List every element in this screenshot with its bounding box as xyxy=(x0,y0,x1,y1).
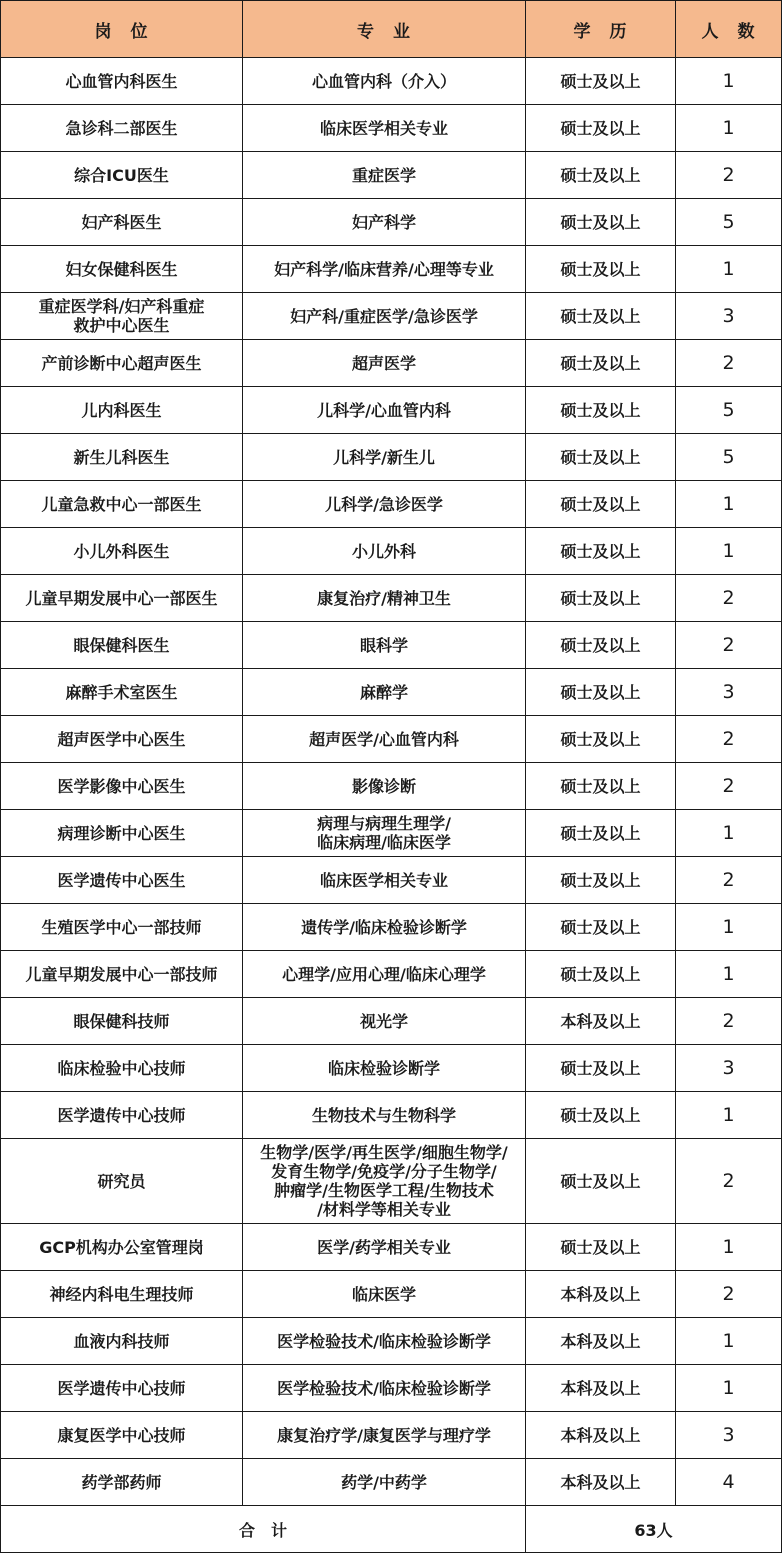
position-cell xyxy=(1,669,243,716)
table-row xyxy=(1,575,782,622)
degree-cell: 本科及以上 xyxy=(526,998,676,1045)
major-cell-line: 重症医学 xyxy=(351,165,416,185)
table-row xyxy=(1,1271,782,1318)
degree-cell: 硕士及以上 xyxy=(526,246,676,293)
position-cell xyxy=(1,246,243,293)
degree-cell: 本科及以上 xyxy=(526,1412,676,1459)
table-row xyxy=(1,105,782,152)
degree-cell: 本科及以上 xyxy=(526,1459,676,1506)
position-cell xyxy=(1,622,243,669)
count-cell: 1 xyxy=(676,246,782,293)
count-cell: 3 xyxy=(676,669,782,716)
count-cell: 1 xyxy=(676,1365,782,1412)
count-cell: 4 xyxy=(676,1459,782,1506)
count-cell: 2 xyxy=(676,763,782,810)
table-row xyxy=(1,152,782,199)
position-cell-line: 综合ICU医生 xyxy=(74,165,169,185)
table-row xyxy=(1,998,782,1045)
major-cell xyxy=(243,340,526,387)
degree-cell: 硕士及以上 xyxy=(526,293,676,340)
table-row xyxy=(1,1092,782,1139)
table-row xyxy=(1,481,782,528)
degree-cell: 硕士及以上 xyxy=(526,1224,676,1271)
position-cell xyxy=(1,1224,243,1271)
count-cell: 5 xyxy=(676,434,782,481)
degree-cell: 硕士及以上 xyxy=(526,481,676,528)
count-cell: 5 xyxy=(676,387,782,434)
header-major: 专 业 xyxy=(243,1,526,58)
major-cell-line: 发育生物学/免疫学/分子生物学/ xyxy=(271,1162,497,1181)
count-cell: 3 xyxy=(676,1412,782,1459)
position-cell xyxy=(1,716,243,763)
position-cell-line: 儿内科医生 xyxy=(81,400,162,420)
position-cell xyxy=(1,387,243,434)
count-cell: 1 xyxy=(676,904,782,951)
position-cell xyxy=(1,1139,243,1224)
major-cell xyxy=(243,1412,526,1459)
degree-cell: 硕士及以上 xyxy=(526,528,676,575)
position-cell-line: 临床检验中心技师 xyxy=(57,1058,186,1078)
count-cell: 2 xyxy=(676,622,782,669)
major-cell-line: 遗传学/临床检验诊断学 xyxy=(301,917,467,937)
position-cell-line: 超声医学中心医生 xyxy=(57,729,186,749)
degree-cell: 硕士及以上 xyxy=(526,716,676,763)
degree-cell: 硕士及以上 xyxy=(526,763,676,810)
position-cell-line: 妇女保健科医生 xyxy=(65,259,178,279)
position-cell-line: 医学遗传中心技师 xyxy=(57,1105,186,1125)
position-cell-line: 儿童急救中心一部医生 xyxy=(41,494,202,514)
position-cell xyxy=(1,1365,243,1412)
table-footer xyxy=(1,1506,782,1553)
total-label: 合 计 xyxy=(1,1506,526,1553)
major-cell xyxy=(243,152,526,199)
position-cell-line: 生殖医学中心一部技师 xyxy=(41,917,202,937)
major-cell xyxy=(243,1459,526,1506)
degree-cell: 硕士及以上 xyxy=(526,1139,676,1224)
position-cell-line: 儿童早期发展中心一部医生 xyxy=(25,588,218,608)
degree-cell: 硕士及以上 xyxy=(526,340,676,387)
major-cell xyxy=(243,810,526,857)
position-cell xyxy=(1,58,243,105)
count-cell: 2 xyxy=(676,575,782,622)
major-cell-line: 生物学/医学/再生医学/细胞生物学/ xyxy=(260,1143,508,1162)
position-cell xyxy=(1,1092,243,1139)
count-cell: 2 xyxy=(676,716,782,763)
position-cell-line: 血液内科技师 xyxy=(73,1331,170,1351)
count-cell: 2 xyxy=(676,998,782,1045)
major-cell-line: 影像诊断 xyxy=(351,776,416,796)
major-cell xyxy=(243,105,526,152)
position-cell-line: 药学部药师 xyxy=(81,1472,162,1492)
major-cell xyxy=(243,1224,526,1271)
position-cell-line: 儿童早期发展中心一部技师 xyxy=(25,964,218,984)
table-row xyxy=(1,951,782,998)
degree-cell: 硕士及以上 xyxy=(526,199,676,246)
table-row xyxy=(1,434,782,481)
major-cell xyxy=(243,58,526,105)
major-cell xyxy=(243,669,526,716)
position-cell xyxy=(1,293,243,340)
table-row xyxy=(1,857,782,904)
header-position: 岗 位 xyxy=(1,1,243,58)
table-row xyxy=(1,387,782,434)
position-cell xyxy=(1,998,243,1045)
count-cell: 5 xyxy=(676,199,782,246)
major-cell-line: 医学检验技术/临床检验诊断学 xyxy=(277,1331,491,1351)
position-cell xyxy=(1,1318,243,1365)
position-cell-line: 医学遗传中心医生 xyxy=(57,870,186,890)
table-row xyxy=(1,1412,782,1459)
count-cell: 2 xyxy=(676,1139,782,1224)
major-cell xyxy=(243,1271,526,1318)
degree-cell: 硕士及以上 xyxy=(526,575,676,622)
position-cell xyxy=(1,1271,243,1318)
major-cell-line: 妇产科学/临床营养/心理等专业 xyxy=(274,259,494,279)
position-cell-line: 眼保健科技师 xyxy=(73,1011,170,1031)
table-row xyxy=(1,1224,782,1271)
position-cell-line: 产前诊断中心超声医生 xyxy=(41,353,202,373)
total-row xyxy=(1,1506,782,1553)
count-cell: 1 xyxy=(676,1318,782,1365)
position-cell xyxy=(1,951,243,998)
position-cell xyxy=(1,434,243,481)
major-cell xyxy=(243,622,526,669)
major-cell xyxy=(243,387,526,434)
major-cell-line: 超声医学 xyxy=(351,353,416,373)
position-cell xyxy=(1,152,243,199)
count-cell: 1 xyxy=(676,810,782,857)
major-cell-line: 康复治疗/精神卫生 xyxy=(317,588,451,608)
major-cell-line: 儿科学/心血管内科 xyxy=(317,400,451,420)
major-cell-line: 视光学 xyxy=(359,1011,408,1031)
major-cell-line: 儿科学/急诊医学 xyxy=(325,494,443,514)
major-cell-line: 临床病理/临床医学 xyxy=(317,833,451,852)
position-cell-line: 麻醉手术室医生 xyxy=(65,682,178,702)
major-cell-line: 药学/中药学 xyxy=(341,1472,427,1492)
major-cell xyxy=(243,293,526,340)
major-cell xyxy=(243,575,526,622)
table-row xyxy=(1,1045,782,1092)
table-row xyxy=(1,669,782,716)
degree-cell: 本科及以上 xyxy=(526,1318,676,1365)
count-cell: 1 xyxy=(676,1092,782,1139)
major-cell-line: 妇产科/重症医学/急诊医学 xyxy=(290,306,478,326)
position-cell xyxy=(1,575,243,622)
major-cell xyxy=(243,951,526,998)
major-cell xyxy=(243,528,526,575)
table-row xyxy=(1,622,782,669)
count-cell: 1 xyxy=(676,528,782,575)
table-header xyxy=(1,1,782,58)
position-cell-line: 眼保健科医生 xyxy=(73,635,170,655)
position-cell xyxy=(1,1412,243,1459)
degree-cell: 硕士及以上 xyxy=(526,1045,676,1092)
position-cell xyxy=(1,810,243,857)
position-cell xyxy=(1,105,243,152)
degree-cell: 硕士及以上 xyxy=(526,1092,676,1139)
degree-cell: 硕士及以上 xyxy=(526,152,676,199)
count-cell: 2 xyxy=(676,340,782,387)
degree-cell: 硕士及以上 xyxy=(526,105,676,152)
degree-cell: 硕士及以上 xyxy=(526,434,676,481)
position-cell-line: 医学影像中心医生 xyxy=(57,776,186,796)
position-cell xyxy=(1,1459,243,1506)
table-row xyxy=(1,716,782,763)
total-value: 63人 xyxy=(526,1506,782,1553)
table-row xyxy=(1,763,782,810)
major-cell-line: 医学/药学相关专业 xyxy=(317,1237,451,1257)
position-cell-line: 妇产科医生 xyxy=(81,212,162,232)
major-cell-line: 肿瘤学/生物医学工程/生物技术 xyxy=(274,1181,494,1200)
major-cell xyxy=(243,246,526,293)
count-cell: 2 xyxy=(676,1271,782,1318)
major-cell-line: 临床医学 xyxy=(351,1284,416,1304)
position-cell-line: 医学遗传中心技师 xyxy=(57,1378,186,1398)
degree-cell: 硕士及以上 xyxy=(526,669,676,716)
degree-cell: 本科及以上 xyxy=(526,1365,676,1412)
position-cell xyxy=(1,857,243,904)
table-row xyxy=(1,1365,782,1412)
degree-cell: 硕士及以上 xyxy=(526,810,676,857)
table-row xyxy=(1,528,782,575)
major-cell xyxy=(243,763,526,810)
degree-cell: 本科及以上 xyxy=(526,1271,676,1318)
major-cell-line: 心理学/应用心理/临床心理学 xyxy=(282,964,486,984)
major-cell-line: 麻醉学 xyxy=(359,682,408,702)
table-row xyxy=(1,1139,782,1224)
major-cell-line: 临床检验诊断学 xyxy=(327,1058,440,1078)
position-cell-line: 病理诊断中心医生 xyxy=(57,823,186,843)
major-cell xyxy=(243,857,526,904)
major-cell-line: 医学检验技术/临床检验诊断学 xyxy=(277,1378,491,1398)
table-row xyxy=(1,246,782,293)
table-body xyxy=(1,58,782,1506)
count-cell: 2 xyxy=(676,152,782,199)
major-cell xyxy=(243,716,526,763)
major-cell xyxy=(243,199,526,246)
table-row xyxy=(1,1459,782,1506)
position-cell-line: 新生儿科医生 xyxy=(73,447,170,467)
position-cell-line: 心血管内科医生 xyxy=(65,71,178,91)
count-cell: 1 xyxy=(676,105,782,152)
major-cell xyxy=(243,1365,526,1412)
position-cell xyxy=(1,528,243,575)
position-cell xyxy=(1,1045,243,1092)
major-cell-line: 病理与病理生理学/ xyxy=(317,814,451,833)
major-cell xyxy=(243,1318,526,1365)
position-cell xyxy=(1,199,243,246)
major-cell-line: 临床医学相关专业 xyxy=(319,870,448,890)
count-cell: 1 xyxy=(676,951,782,998)
position-cell-line: 救护中心医生 xyxy=(73,316,170,335)
table-row xyxy=(1,340,782,387)
degree-cell: 硕士及以上 xyxy=(526,904,676,951)
major-cell-line: 康复治疗学/康复医学与理疗学 xyxy=(277,1425,491,1445)
major-cell-line: 儿科学/新生儿 xyxy=(333,447,435,467)
major-cell-line: /材料学等相关专业 xyxy=(317,1200,451,1219)
position-cell xyxy=(1,481,243,528)
degree-cell: 硕士及以上 xyxy=(526,951,676,998)
position-cell-line: 小儿外科医生 xyxy=(73,541,170,561)
major-cell xyxy=(243,998,526,1045)
count-cell: 3 xyxy=(676,293,782,340)
major-cell-line: 心血管内科（介入） xyxy=(311,71,456,91)
position-cell-line: GCP机构办公室管理岗 xyxy=(39,1237,204,1257)
position-cell xyxy=(1,763,243,810)
major-cell-line: 妇产科学 xyxy=(351,212,416,232)
count-cell: 3 xyxy=(676,1045,782,1092)
position-cell xyxy=(1,904,243,951)
count-cell: 2 xyxy=(676,857,782,904)
position-cell xyxy=(1,340,243,387)
major-cell xyxy=(243,904,526,951)
degree-cell: 硕士及以上 xyxy=(526,857,676,904)
count-cell: 1 xyxy=(676,481,782,528)
position-cell-line: 康复医学中心技师 xyxy=(57,1425,186,1445)
degree-cell: 硕士及以上 xyxy=(526,58,676,105)
major-cell-line: 超声医学/心血管内科 xyxy=(309,729,459,749)
table-row xyxy=(1,1318,782,1365)
major-cell xyxy=(243,1045,526,1092)
header-degree: 学 历 xyxy=(526,1,676,58)
major-cell xyxy=(243,1092,526,1139)
position-cell-line: 研究员 xyxy=(97,1171,146,1191)
table-row xyxy=(1,293,782,340)
header-count: 人 数 xyxy=(676,1,782,58)
table-row xyxy=(1,904,782,951)
major-cell xyxy=(243,1139,526,1224)
count-cell: 1 xyxy=(676,58,782,105)
degree-cell: 硕士及以上 xyxy=(526,622,676,669)
major-cell xyxy=(243,434,526,481)
count-cell: 1 xyxy=(676,1224,782,1271)
degree-cell: 硕士及以上 xyxy=(526,387,676,434)
major-cell-line: 生物技术与生物科学 xyxy=(311,1105,456,1125)
position-cell-line: 重症医学科/妇产科重症 xyxy=(38,297,205,316)
major-cell xyxy=(243,481,526,528)
table-row xyxy=(1,810,782,857)
header-row xyxy=(1,1,782,58)
major-cell-line: 小儿外科 xyxy=(351,541,416,561)
position-cell-line: 急诊科二部医生 xyxy=(65,118,178,138)
table-row xyxy=(1,58,782,105)
position-cell-line: 神经内科电生理技师 xyxy=(49,1284,194,1304)
major-cell-line: 眼科学 xyxy=(359,635,408,655)
table-row xyxy=(1,199,782,246)
major-cell-line: 临床医学相关专业 xyxy=(319,118,448,138)
